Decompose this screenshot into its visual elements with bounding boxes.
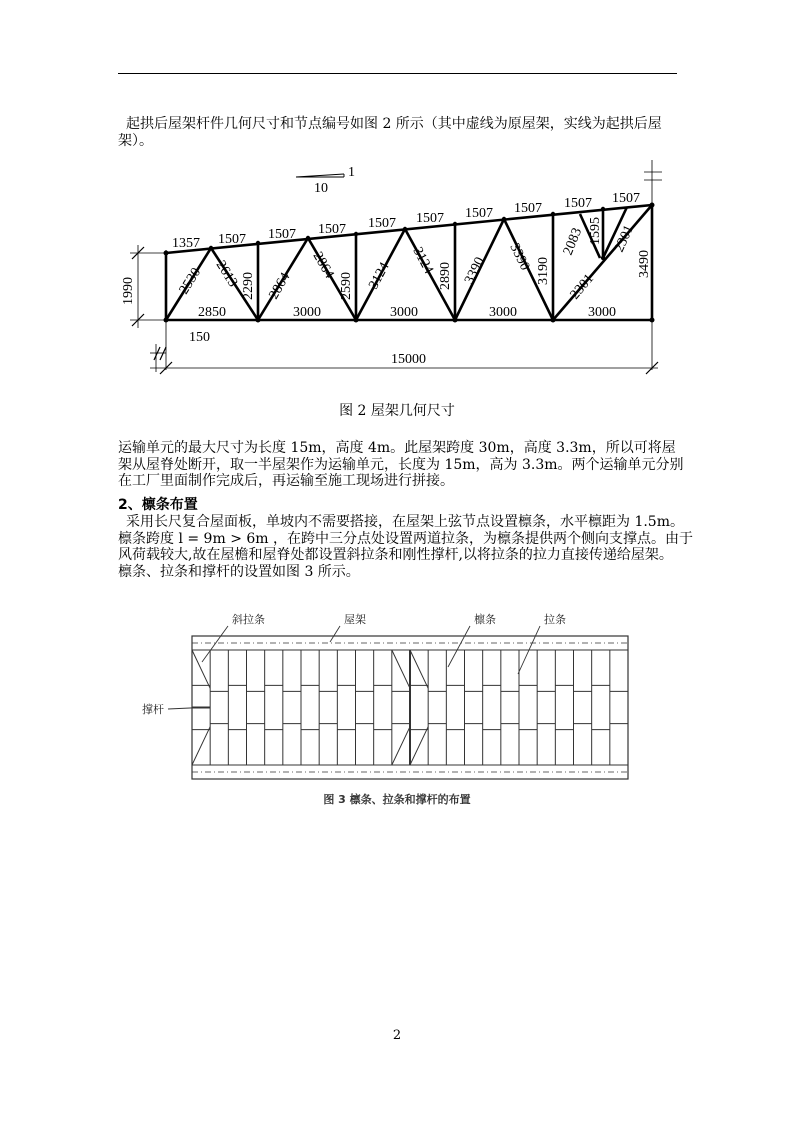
text-line: 檩条跨度 l = 9m > 6m ，在跨中三分点处设置两道拉条，为檩条提供两个侧向支撑点。由于 [118,530,694,547]
diagonal-tie [410,650,428,688]
text-line: 在工厂里面制作完成后，再运输至施工现场进行拼接。 [118,473,454,489]
web-label: 3390 [506,241,533,273]
top-chord-label: 1507 [465,206,493,221]
text-line: 运输单元的最大尺寸为长度 15m，高度 4m。此屋架跨度 30m，高度 3.3m，所以可将屋 [118,440,676,456]
top-chord-label: 1357 [172,236,200,251]
top-chord-label: 1507 [612,191,640,206]
web-label: 3490 [637,250,652,278]
offset-label: 150 [189,330,210,345]
web-label: 2301 [567,271,598,303]
span-label: 15000 [391,352,426,367]
web-label: 3124 [366,260,393,292]
leader-line [202,626,228,662]
bottom-chord-label: 3000 [489,305,517,320]
top-chord-label: 1507 [368,216,396,231]
paragraph-truss-geometry [118,116,678,149]
paragraph-transport [118,440,684,490]
web-label: 3190 [536,257,551,285]
web-label: 3390 [462,255,488,287]
purlin-layout-figure [140,612,640,787]
figure-3-caption: 图 3 檩条、拉条和撑杆的布置 [323,793,471,806]
text-line: 檩条、拉条和撑杆的设置如图 3 所示。 [118,563,360,580]
diagonal-tie [410,727,428,765]
label-diagonal-tie: 斜拉条 [232,614,265,626]
web-label: 2864 [266,270,294,302]
diagonal-tie [392,650,410,688]
leader-line [330,626,340,642]
top-chord-label: 1507 [318,222,346,237]
section-heading: 2、檩条布置 [118,497,198,513]
web-label: 2083 [560,225,586,258]
leader-line [448,626,470,667]
web-label: 2530 [176,265,205,298]
text-line: 采用长尺复合屋面板，单坡内不需要搭接，在屋架上弦节点设置檩条，水平檩距为 1.5m。 [126,514,684,530]
text-line: 起拱后屋架杆件几何尺寸和节点编号如图 2 所示（其中虚线为原屋架，实线为起拱后屋 [126,116,662,132]
figure-2-caption: 图 2 屋架几何尺寸 [339,403,455,419]
paragraph-purlin [118,514,694,580]
web-label: 2301 [611,222,638,255]
label-purlin: 檩条 [474,614,496,626]
label-tie: 拉条 [544,614,566,626]
web-label: 2864 [309,249,337,282]
text-line: 架从屋脊处断开，取一半屋架作为运输单元，长度为 15m，高为 3.3m。两个运输单元分别 [118,456,684,473]
web-label: 3124 [409,244,436,277]
diagonal-tie [192,727,210,765]
web-label: 2290 [241,272,256,300]
truss-geometry-figure [110,150,680,380]
top-chord-label: 1507 [416,211,444,226]
text-line: 架）。 [118,132,153,149]
bottom-chord-label: 3000 [390,305,418,320]
slope-rise-label: 1 [348,165,355,180]
label-strut: 撑杆 [142,704,164,716]
diagonal-tie [392,727,410,765]
page-number: 2 [392,1028,402,1043]
truss-members [166,205,652,320]
height-label: 1990 [121,277,136,305]
top-chord-label: 1507 [514,201,542,216]
diagonal-tie [192,650,210,688]
text-line: 风荷载较大,故在屋檐和屋脊处都设置斜拉条和刚性撑杆,以将拉条的拉力直接传递给屋架。 [118,547,673,563]
bottom-chord-label: 3000 [293,305,321,320]
web-label: 2890 [438,262,453,290]
top-chord-label: 1507 [218,232,246,247]
slope-run-label: 10 [314,181,328,196]
web-label: 2613 [212,258,241,290]
label-truss: 屋架 [344,614,366,626]
bottom-chord-label: 3000 [588,305,616,320]
header-rule [118,73,677,74]
top-chord-label: 1507 [268,227,296,242]
web-label: 2590 [339,272,354,300]
bottom-chord-label: 2850 [198,305,226,320]
top-chord-label: 1507 [564,196,592,211]
web-label: 1595 [588,217,603,245]
